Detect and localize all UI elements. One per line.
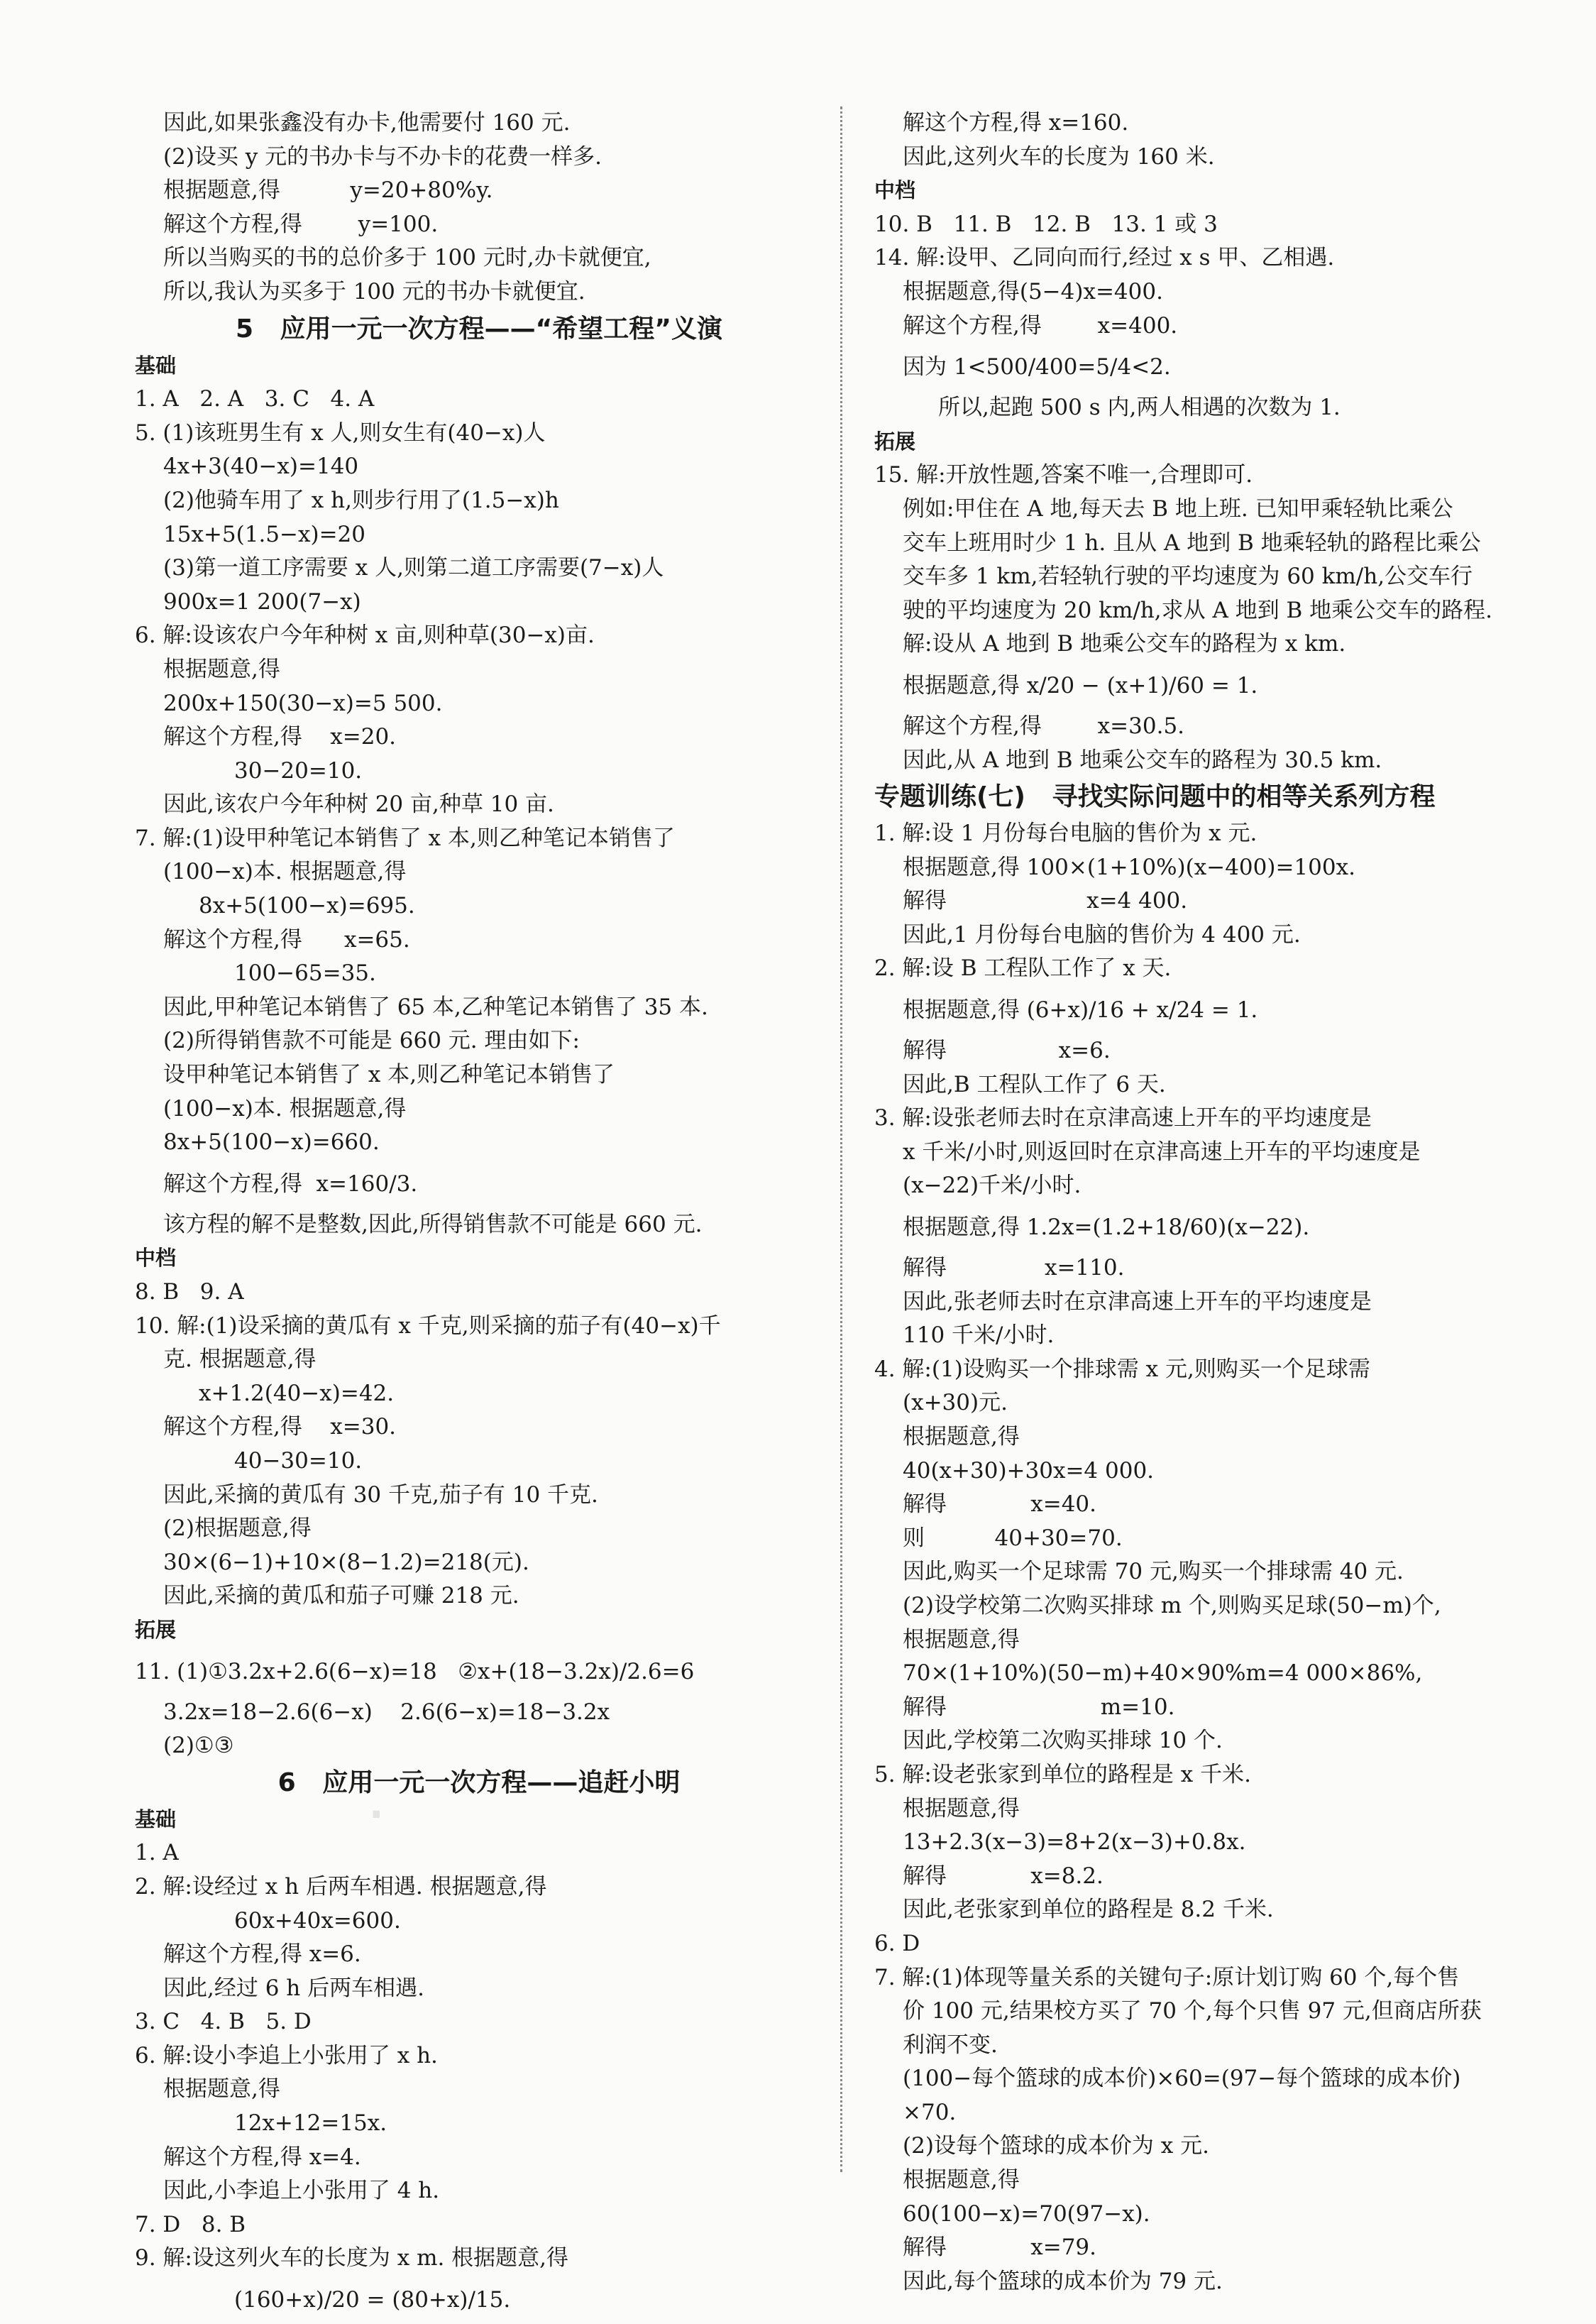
subsection-label: 拓展 — [874, 429, 916, 454]
subsection-label: 基础 — [135, 353, 177, 378]
answer-line: 交车多 1 km,若轻轨行驶的平均速度为 60 km/h,公交车行 — [903, 564, 1473, 590]
answer-line: (2)①③ — [163, 1733, 234, 1759]
answer-line: 3. 解:设张老师去时在京津高速上开车的平均速度是 — [874, 1105, 1372, 1131]
answer-line: 2. 解:设经过 x h 后两车相遇. 根据题意,得 — [135, 1873, 547, 1900]
answer-line: ×70. — [903, 2099, 957, 2125]
answer-line: 所以当购买的书的总价多于 100 元时,办卡就便宜, — [163, 245, 651, 271]
answer-line: (100−x)本. 根据题意,得 — [163, 1095, 407, 1122]
answer-line: 6. 解:设小李追上小张用了 x h. — [135, 2042, 438, 2068]
answer-line: 驶的平均速度为 20 km/h,求从 A 地到 B 地乘公交车的路程. — [903, 597, 1493, 623]
answer-line: 4x+3(40−x)=140 — [163, 454, 359, 480]
answer-line: 200x+150(30−x)=5 500. — [163, 690, 443, 716]
column-divider — [840, 106, 842, 2172]
subsection-label: 拓展 — [135, 1617, 177, 1642]
answer-line: 因此,采摘的黄瓜有 30 千克,茄子有 10 千克. — [163, 1481, 598, 1508]
answer-line: 利润不变. — [903, 2032, 998, 2058]
answer-line: 解得 x=110. — [903, 1255, 1125, 1281]
answer-line: x+1.2(40−x)=42. — [199, 1380, 395, 1406]
answer-line: 6. D — [874, 1930, 920, 1956]
subsection-label: 中档 — [135, 1246, 177, 1271]
answer-line: x 千米/小时,则返回时在京津高速上开车的平均速度是 — [903, 1139, 1421, 1165]
watermark: · — [369, 1792, 388, 1837]
answer-line: 所以,我认为买多于 100 元的书办卡就便宜. — [163, 278, 585, 305]
answer-line: (2)根据题意,得 — [163, 1515, 312, 1542]
right-column — [874, 106, 1563, 2298]
answer-line: 解这个方程,得 y=100. — [163, 211, 439, 237]
answer-line: 根据题意,得 — [163, 2076, 280, 2103]
answer-line: 根据题意,得 — [903, 2167, 1020, 2193]
answer-line: (100−x)本. 根据题意,得 — [163, 859, 407, 885]
answer-line: 根据题意,得 — [163, 656, 280, 682]
answer-line: 解这个方程,得 x=65. — [163, 926, 410, 953]
answer-line: (100−每个篮球的成本价)×60=(97−每个篮球的成本价) — [903, 2066, 1461, 2092]
answer-line: 则 40+30=70. — [903, 1525, 1123, 1551]
answer-line: 解这个方程,得 x=20. — [163, 724, 397, 750]
answer-line: 7. 解:(1)体现等量关系的关键句子:原计划订购 60 个,每个售 — [874, 1964, 1460, 1990]
answer-line: 15. 解:开放性题,答案不唯一,合理即可. — [874, 462, 1253, 488]
subsection-label: 基础 — [135, 1807, 177, 1831]
answer-line: 7. 解:(1)设甲种笔记本销售了 x 本,则乙种笔记本销售了 — [135, 825, 675, 851]
left-column — [135, 106, 823, 2324]
answer-line: 8. B 9. A — [135, 1279, 244, 1305]
answer-line: (x+30)元. — [903, 1390, 1008, 1416]
answer-line: 因此,张老师去时在京津高速上开车的平均速度是 — [903, 1288, 1372, 1315]
answer-line: 解这个方程,得 x=30.5. — [903, 713, 1185, 739]
answer-line: 1. A — [135, 1840, 179, 1866]
answer-line: 根据题意,得 x/20 − (x+1)/60 = 1. — [903, 672, 1258, 698]
answer-line: 价 100 元,结果校方买了 70 个,每个只售 97 元,但商店所获 — [903, 1998, 1482, 2024]
answer-line: 该方程的解不是整数,因此,所得销售款不可能是 660 元. — [163, 1211, 703, 1237]
answer-line: (2)设学校第二次购买排球 m 个,则购买足球(50−m)个, — [903, 1592, 1441, 1618]
answer-line: 14. 解:设甲、乙同向而行,经过 x s 甲、乙相遇. — [874, 245, 1335, 271]
answer-line: 60(100−x)=70(97−x). — [903, 2200, 1150, 2227]
answer-line: 60x+40x=600. — [234, 1907, 401, 1934]
answer-line: 根据题意,得 y=20+80%y. — [163, 177, 493, 204]
answer-line: 9. 解:设这列火车的长度为 x m. 根据题意,得 — [135, 2245, 569, 2271]
answer-line: 7. D 8. B — [135, 2211, 246, 2237]
answer-line: 6. 解:设该农户今年种树 x 亩,则种草(30−x)亩. — [135, 623, 595, 649]
answer-line: 解这个方程,得 x=160. — [903, 110, 1129, 136]
answer-line: 3. C 4. B 5. D — [135, 2009, 312, 2035]
answer-line: 根据题意,得 — [903, 1626, 1020, 1652]
answer-line: 因为 1<500/400=5/4<2. — [903, 354, 1171, 380]
answer-line: 100−65=35. — [234, 960, 376, 987]
answer-line: 因此,甲种笔记本销售了 65 本,乙种笔记本销售了 35 本. — [163, 994, 708, 1020]
answer-line: 2. 解:设 B 工程队工作了 x 天. — [874, 955, 1172, 982]
answer-line: 15x+5(1.5−x)=20 — [163, 521, 365, 547]
answer-line: 8x+5(100−x)=695. — [199, 893, 415, 919]
answer-line: 因此,B 工程队工作了 6 天. — [903, 1071, 1166, 1097]
section-heading: 5 应用一元一次方程——“希望工程”义演 — [236, 314, 722, 344]
answer-line: 1. 解:设 1 月份每台电脑的售价为 x 元. — [874, 821, 1257, 847]
answer-line: 900x=1 200(7−x) — [163, 588, 361, 615]
answer-line: 30×(6−1)+10×(8−1.2)=218(元). — [163, 1549, 529, 1575]
answer-line: 因此,该农户今年种树 20 亩,种草 10 亩. — [163, 791, 554, 818]
answer-line: 5. (1)该班男生有 x 人,则女生有(40−x)人 — [135, 420, 546, 446]
answer-line: 5. 解:设老张家到单位的路程是 x 千米. — [874, 1761, 1251, 1787]
answer-line: 例如:甲住在 A 地,每天去 B 地上班. 已知甲乘轻轨比乘公 — [903, 495, 1453, 522]
answer-line: 4. 解:(1)设购买一个排球需 x 元,则购买一个足球需 — [874, 1356, 1370, 1382]
answer-line: 因此,1 月份每台电脑的售价为 4 400 元. — [903, 921, 1301, 948]
answer-line: 因此,每个篮球的成本价为 79 元. — [903, 2268, 1223, 2294]
answer-line: 8x+5(100−x)=660. — [163, 1129, 380, 1156]
answer-line: 克. 根据题意,得 — [163, 1347, 317, 1373]
answer-line: 70×(1+10%)(50−m)+40×90%m=4 000×86%, — [903, 1660, 1423, 1687]
answer-line: 解这个方程,得 x=30. — [163, 1414, 397, 1440]
subsection-label: 中档 — [874, 178, 916, 203]
answer-line: 因此,购买一个足球需 70 元,购买一个排球需 40 元. — [903, 1559, 1404, 1585]
answer-line: 设甲种笔记本销售了 x 本,则乙种笔记本销售了 — [163, 1062, 615, 1088]
answer-line: 因此,老张家到单位的路程是 8.2 千米. — [903, 1897, 1274, 1923]
answer-line: 因此,这列火车的长度为 160 米. — [903, 143, 1215, 170]
answer-line: 解:设从 A 地到 B 地乘公交车的路程为 x km. — [903, 631, 1346, 657]
answer-line: 根据题意,得 — [903, 1424, 1020, 1449]
answer-line: 解得 x=8.2. — [903, 1863, 1104, 1889]
answer-line: 110 千米/小时. — [903, 1322, 1055, 1349]
answer-line: 因此,从 A 地到 B 地乘公交车的路程为 30.5 km. — [903, 747, 1382, 773]
answer-line: 10. 解:(1)设采摘的黄瓜有 x 千克,则采摘的茄子有(40−x)千 — [135, 1312, 721, 1339]
answer-line: 40−30=10. — [234, 1447, 363, 1474]
answer-line: 根据题意,得 1.2x=(1.2+18/60)(x−22). — [903, 1215, 1310, 1241]
answer-line: 解得 m=10. — [903, 1694, 1175, 1720]
answer-line: 因此,经过 6 h 后两车相遇. — [163, 1975, 424, 2001]
answer-line: 40(x+30)+30x=4 000. — [903, 1457, 1155, 1484]
answer-line: 解这个方程,得 x=400. — [903, 312, 1178, 339]
answer-line: 所以,起跑 500 s 内,两人相遇的次数为 1. — [938, 395, 1341, 421]
answer-line: 交车上班用时少 1 h. 且从 A 地到 B 地乘轻轨的路程比乘公 — [903, 530, 1481, 556]
answer-line: (3)第一道工序需要 x 人,则第二道工序需要(7−x)人 — [163, 555, 664, 581]
answer-line: 解得 x=6. — [903, 1038, 1111, 1064]
answer-line: 根据题意,得 — [903, 1795, 1020, 1821]
answer-line: 10. B 11. B 12. B 13. 1 或 3 — [874, 211, 1218, 237]
answer-line: 因此,学校第二次购买排球 10 个. — [903, 1728, 1223, 1754]
answer-line: 13+2.3(x−3)=8+2(x−3)+0.8x. — [903, 1829, 1246, 1856]
answer-line: (2)设买 y 元的书办卡与不办卡的花费一样多. — [163, 143, 602, 170]
answer-line: (2)他骑车用了 x h,则步行用了(1.5−x)h — [163, 487, 559, 513]
answer-line: (x−22)千米/小时. — [903, 1173, 1082, 1199]
answer-line: 解得 x=40. — [903, 1491, 1097, 1518]
section-heading: 专题训练(七) 寻找实际问题中的相等关系列方程 — [874, 782, 1436, 812]
answer-line: 因此,如果张鑫没有办卡,他需要付 160 元. — [163, 110, 571, 136]
answer-line: 因此,小李追上小张用了 4 h. — [163, 2178, 440, 2204]
answer-line: 11. (1)①3.2x+2.6(6−x)=18 ②x+(18−3.2x)/2.6=6 — [135, 1658, 695, 1684]
answer-line: 12x+12=15x. — [234, 2110, 387, 2137]
answer-line: 根据题意,得 (6+x)/16 + x/24 = 1. — [903, 997, 1258, 1024]
answer-line: 解这个方程,得 x=6. — [163, 1941, 361, 1968]
answer-line: 根据题意,得 100×(1+10%)(x−400)=100x. — [903, 854, 1355, 880]
answer-line: 30−20=10. — [234, 757, 363, 784]
answer-line: 因此,采摘的黄瓜和茄子可赚 218 元. — [163, 1583, 519, 1609]
answer-line: 3.2x=18−2.6(6−x) 2.6(6−x)=18−3.2x — [163, 1699, 610, 1725]
answer-line: 1. A 2. A 3. C 4. A — [135, 386, 375, 412]
answer-line: 根据题意,得(5−4)x=400. — [903, 278, 1163, 305]
section-heading: 6 应用一元一次方程——追赶小明 — [277, 1767, 681, 1797]
answer-line: (160+x)/20 = (80+x)/15. — [234, 2287, 511, 2313]
answer-line: 解这个方程,得 x=4. — [163, 2144, 361, 2170]
answer-line: (2)所得销售款不可能是 660 元. 理由如下: — [163, 1028, 580, 1054]
answer-line: (2)设每个篮球的成本价为 x 元. — [903, 2133, 1209, 2159]
answer-line: 解得 x=79. — [903, 2235, 1097, 2261]
answer-line: 解这个方程,得 x=160/3. — [163, 1171, 418, 1197]
answer-line: 解得 x=4 400. — [903, 888, 1188, 914]
